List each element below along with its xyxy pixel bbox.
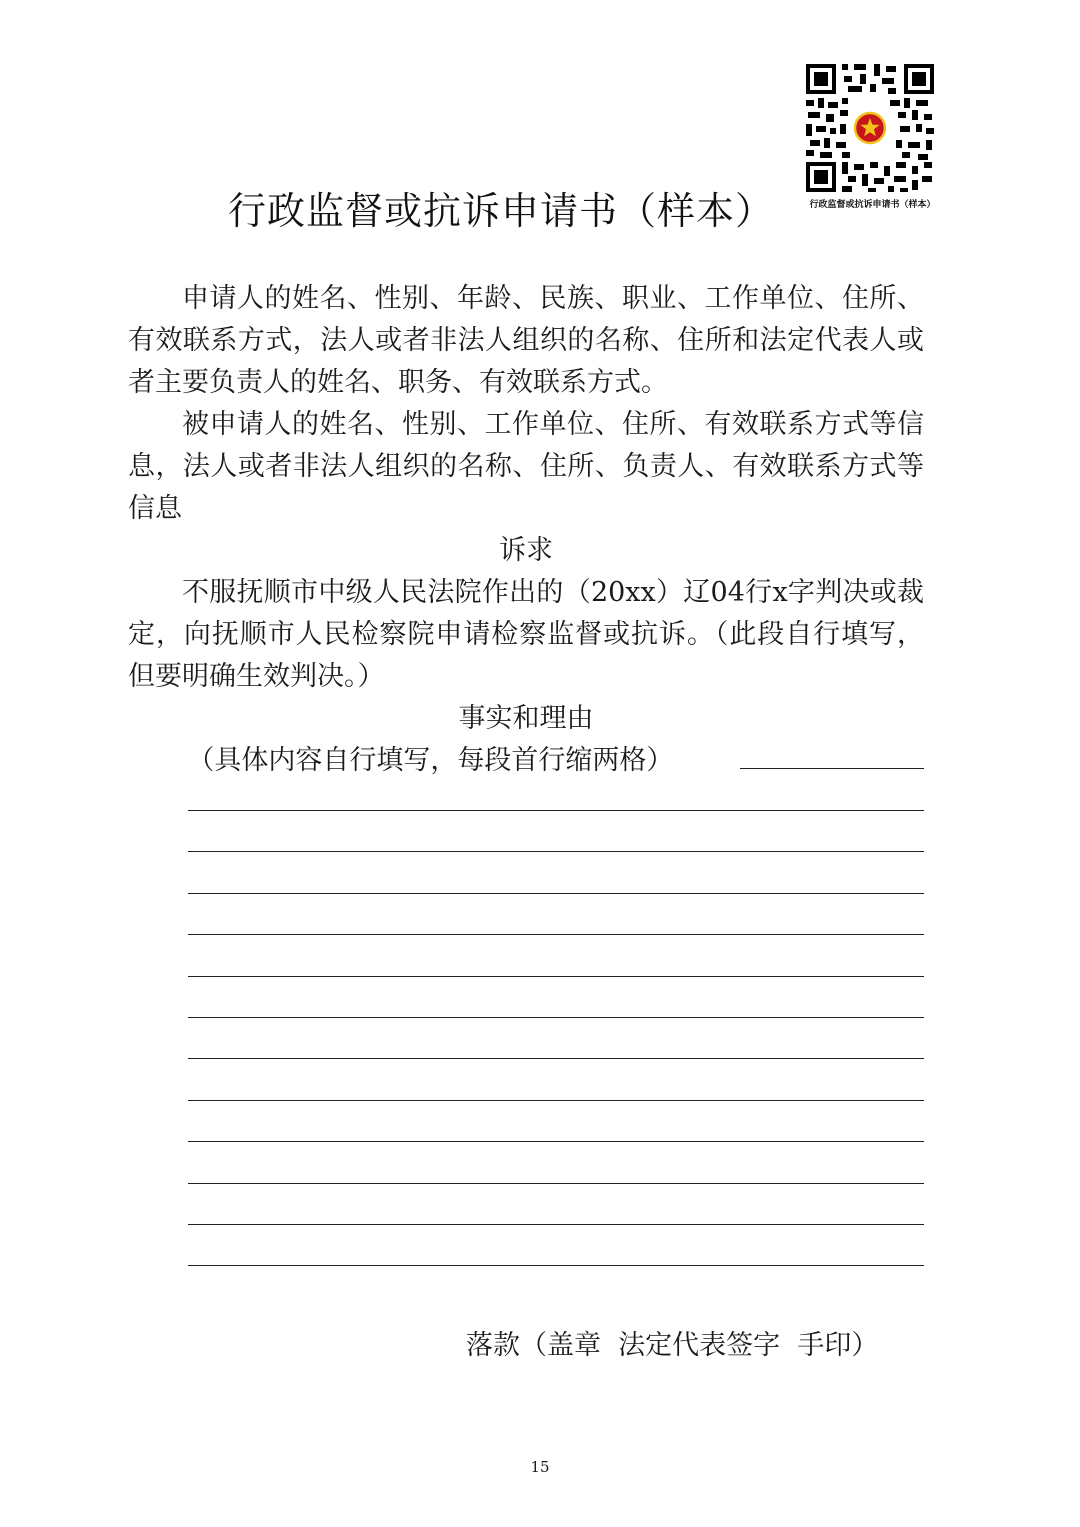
blank-line[interactable] bbox=[188, 934, 924, 935]
claims-paragraph: 不服抚顺市中级人民法院作出的（20xx）辽04行x字判决或裁定，向抚顺市人民检察院申请检察监督或抗诉。（此段自行填写，但要明确生效判决。） bbox=[128, 577, 924, 692]
page-title: 行政监督或抗诉申请书（样本） bbox=[228, 189, 775, 233]
blank-line[interactable] bbox=[188, 1017, 924, 1018]
applicant-paragraph: 申请人的姓名、性别、年龄、民族、职业、工作单位、住所、有效联系方式，法人或者非法人组织的名称、住所和法定代表人或者主要负责人的姓名、职务、有效联系方式。 bbox=[128, 283, 924, 398]
blank-line[interactable] bbox=[188, 893, 924, 894]
document-body bbox=[128, 278, 924, 782]
blank-line[interactable] bbox=[188, 810, 924, 811]
respondent-paragraph: 被申请人的姓名、性别、工作单位、住所、有效联系方式等信息，法人或者非法人组织的名称、住所、负责人、有效联系方式等信息 bbox=[128, 409, 924, 524]
facts-instruction: （具体内容自行填写，每段首行缩两格） bbox=[187, 745, 674, 776]
qr-code-icon bbox=[804, 62, 936, 194]
claims-heading: 诉求 bbox=[499, 535, 553, 566]
blank-line[interactable] bbox=[188, 1183, 924, 1184]
qr-caption: 行政监督或抗诉申请书（样本） bbox=[809, 200, 936, 210]
facts-heading: 事实和理由 bbox=[458, 703, 594, 734]
qr-code[interactable] bbox=[804, 62, 936, 194]
title-container bbox=[228, 170, 800, 240]
signature-line: 落款（盖章 法定代表签字 手印） bbox=[466, 1330, 879, 1361]
blank-line[interactable] bbox=[188, 976, 924, 977]
page-number: 15 bbox=[530, 1458, 550, 1476]
facts-first-blank-line[interactable] bbox=[740, 768, 924, 769]
blank-line[interactable] bbox=[188, 1058, 924, 1059]
blank-line[interactable] bbox=[188, 1100, 924, 1101]
blank-line[interactable] bbox=[188, 1224, 924, 1225]
blank-line[interactable] bbox=[188, 1141, 924, 1142]
blank-line[interactable] bbox=[188, 1265, 924, 1266]
blank-line[interactable] bbox=[188, 851, 924, 852]
